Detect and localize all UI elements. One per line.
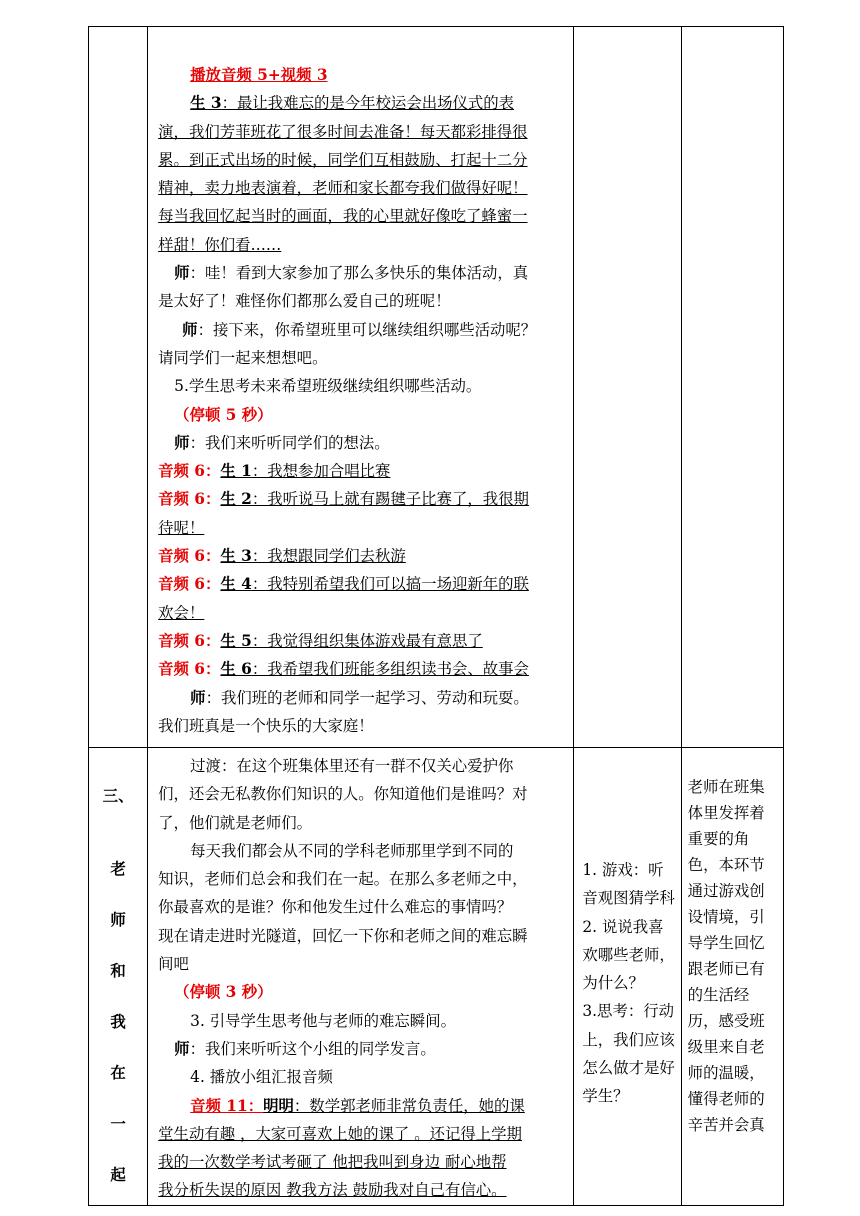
text-segment: 师 [182, 320, 198, 339]
stage-title-char: 在 [110, 1064, 126, 1082]
text-segment: 音频 6： [158, 462, 221, 481]
text-line [158, 542, 563, 570]
activity-cell [574, 748, 681, 1206]
text-segment: ：我觉得组织集体游戏最有意思了 [251, 631, 483, 650]
stage-title-char: 师 [110, 911, 126, 929]
content-cell [148, 748, 574, 1206]
activity-item: 2. 说说我喜欢哪些老师，为什么？ [582, 917, 675, 993]
text-segment: 堂生动有趣 ，大家可喜欢上她的课了 。还记得上学期 [158, 1124, 522, 1143]
text-segment: 每天我们都会从不同的学科老师那里学到不同的 [190, 841, 514, 860]
text-line [158, 202, 563, 230]
text-segment: 4. 播放小组汇报音频 [190, 1068, 333, 1087]
text-segment: 师 [174, 1039, 190, 1058]
text-segment: 音频 11： [190, 1096, 264, 1115]
text-segment: 音频 6： [158, 490, 221, 509]
text-line [158, 809, 563, 837]
table-row [89, 748, 784, 1206]
text-segment: 间吧 [158, 955, 189, 974]
text-segment: ：我想参加合唱比赛 [251, 462, 391, 481]
text-segment: 精神，卖力地表演着，老师和家长都夸我们做得好呢！ [158, 179, 528, 198]
text-segment: 播放音频 5+视频 3 [190, 66, 328, 84]
stage-title-char: 一 [110, 1115, 126, 1133]
text-segment: 3. 引导学生思考他与老师的难忘瞬间。 [190, 1011, 456, 1030]
notes-cell [681, 27, 783, 748]
activity-cell [574, 27, 681, 748]
stage-title-char: 我 [110, 1013, 126, 1031]
text-line [158, 344, 563, 372]
text-segment: 过渡：在这个班集体里还有一群不仅关心爱护你 [190, 757, 514, 775]
text-line [158, 570, 563, 598]
stage-title-char: 三、 [102, 787, 134, 805]
text-line [158, 118, 563, 146]
text-segment: ：我希望我们班能多组织读书会、故事会 [251, 660, 529, 679]
text-segment: 演，我们芳菲班花了很多时间去准备！每天都彩排得很 [158, 122, 528, 141]
text-segment: 生 6 [220, 660, 252, 679]
text-segment: 样甜！你们看…… [158, 235, 282, 254]
text-segment: 音频 6： [158, 660, 221, 679]
text-segment: 师 [190, 688, 206, 707]
activity-item: 3.思考：行动上，我们应该怎么做才是好学生？ [582, 1002, 675, 1106]
text-line [158, 1063, 563, 1091]
text-segment: ：我特别希望我们可以搞一场迎新年的联 [251, 575, 529, 594]
text-segment: ：哇！看到大家参加了那么多快乐的集体活动，真 [189, 264, 529, 283]
text-segment: 待呢！ [158, 518, 205, 537]
text-segment: （停顿 5 秒） [174, 405, 273, 424]
text-segment: ：我听说马上就有踢毽子比赛了，我很期 [251, 490, 529, 509]
text-line [158, 259, 563, 287]
text-segment: 了，他们就是老师们。 [158, 813, 313, 832]
text-segment: 生 3 [190, 94, 222, 113]
text-segment: 音频 6： [158, 631, 221, 650]
table-row [89, 27, 784, 748]
text-segment: ：我们来听听这个小组的同学发言。 [189, 1039, 436, 1058]
text-segment: 我们班真是一个快乐的大家庭！ [158, 716, 374, 735]
text-line [158, 950, 563, 978]
text-line [158, 457, 563, 485]
text-line [158, 684, 563, 712]
text-line [158, 316, 563, 344]
text-line [158, 1007, 563, 1035]
text-segment: 们，还会无私教你们知识的人。你知道他们是谁吗？对 [158, 785, 528, 804]
text-line [158, 61, 563, 89]
text-segment: 师 [174, 433, 190, 452]
text-segment: 你最喜欢的是谁？你和他发生过什么难忘的事情吗？ [158, 898, 513, 917]
stage-cell [89, 27, 148, 748]
text-segment: 音频 6： [158, 547, 221, 566]
text-segment: 明明 [263, 1096, 294, 1115]
text-segment: ：我们来听听同学们的想法。 [189, 433, 390, 452]
text-segment: 师 [174, 264, 190, 283]
text-line [158, 429, 563, 457]
text-segment: ：数学郭老师非常负责任，她的课 [293, 1096, 525, 1115]
text-line [158, 146, 563, 174]
text-line [158, 1176, 563, 1204]
text-line [158, 174, 563, 202]
text-segment: 每当我回忆起当时的画面，我的心里就好像吃了蜂蜜一 [158, 207, 528, 226]
stage-title-char: 起 [110, 1166, 126, 1184]
text-segment: 是太好了！难怪你们都那么爱自己的班呢！ [158, 292, 451, 311]
text-segment: 累。到正式出场的时候，同学们互相鼓励、打起十二分 [158, 150, 528, 169]
text-line [158, 1148, 563, 1176]
text-segment: 现在请走进时光隧道，回忆一下你和老师之间的难忘瞬 [158, 926, 528, 945]
text-segment: 知识，老师们总会和我们在一起。在那么多老师之中， [158, 870, 528, 889]
text-line [158, 514, 563, 542]
stage-title-char: 和 [110, 962, 126, 980]
design-note: 老师在班集体里发挥着重要的角色，本环节通过游戏创设情境，引导学生回忆跟老师已有的生活经历，感受班级里来自老师的温暖，懂得老师的辛苦并会真 [687, 778, 765, 1134]
content-cell [148, 27, 574, 748]
notes-cell [681, 748, 783, 1206]
text-segment: 欢会！ [158, 603, 205, 622]
text-line [158, 599, 563, 627]
text-segment: 生 1 [220, 462, 252, 481]
text-segment: 生 3 [220, 547, 252, 566]
text-line [158, 401, 563, 429]
text-segment: ：最让我难忘的是今年校运会出场仪式的表 [221, 94, 515, 113]
text-line [158, 627, 563, 655]
text-line [158, 922, 563, 950]
text-line [158, 712, 563, 740]
text-segment: ：我们班的老师和同学一起学习、劳动和玩耍。 [205, 688, 529, 707]
text-segment: ：我想跟同学们去秋游 [251, 547, 406, 566]
text-line [158, 1092, 563, 1120]
stage-title-char: 老 [110, 860, 126, 878]
lesson-plan-table [88, 26, 784, 1206]
text-line [158, 655, 563, 683]
text-segment: 生 5 [220, 631, 252, 650]
text-line [158, 893, 563, 921]
text-line [158, 372, 563, 400]
stage-cell [89, 748, 148, 1206]
text-line [158, 780, 563, 808]
text-line [158, 1120, 563, 1148]
text-segment: ：接下来，你希望班里可以继续组织哪些活动呢？ [197, 320, 537, 339]
text-line [158, 865, 563, 893]
text-line [158, 837, 563, 865]
text-segment: 我分析失误的原因 教我方法 鼓励我对自己有信心。 [158, 1181, 507, 1200]
text-line [158, 231, 563, 259]
text-segment: 生 4 [220, 575, 252, 594]
text-line [158, 752, 563, 780]
activity-item: 1. 游戏：听音观图猜学科 [582, 861, 675, 908]
text-line [158, 1035, 563, 1063]
text-segment: 生 2 [220, 490, 252, 509]
text-segment: （停顿 3 秒） [174, 983, 273, 1002]
text-line [158, 485, 563, 513]
text-segment: 5.学生思考未来希望班级继续组织哪些活动。 [174, 377, 482, 396]
text-line [158, 89, 563, 117]
text-segment: 我的一次数学考试考砸了 他把我叫到身边 耐心地帮 [158, 1153, 507, 1172]
text-segment: 请同学们一起来想想吧。 [158, 348, 328, 367]
text-line [158, 978, 563, 1006]
text-line [158, 287, 563, 315]
text-segment: 音频 6： [158, 575, 221, 594]
